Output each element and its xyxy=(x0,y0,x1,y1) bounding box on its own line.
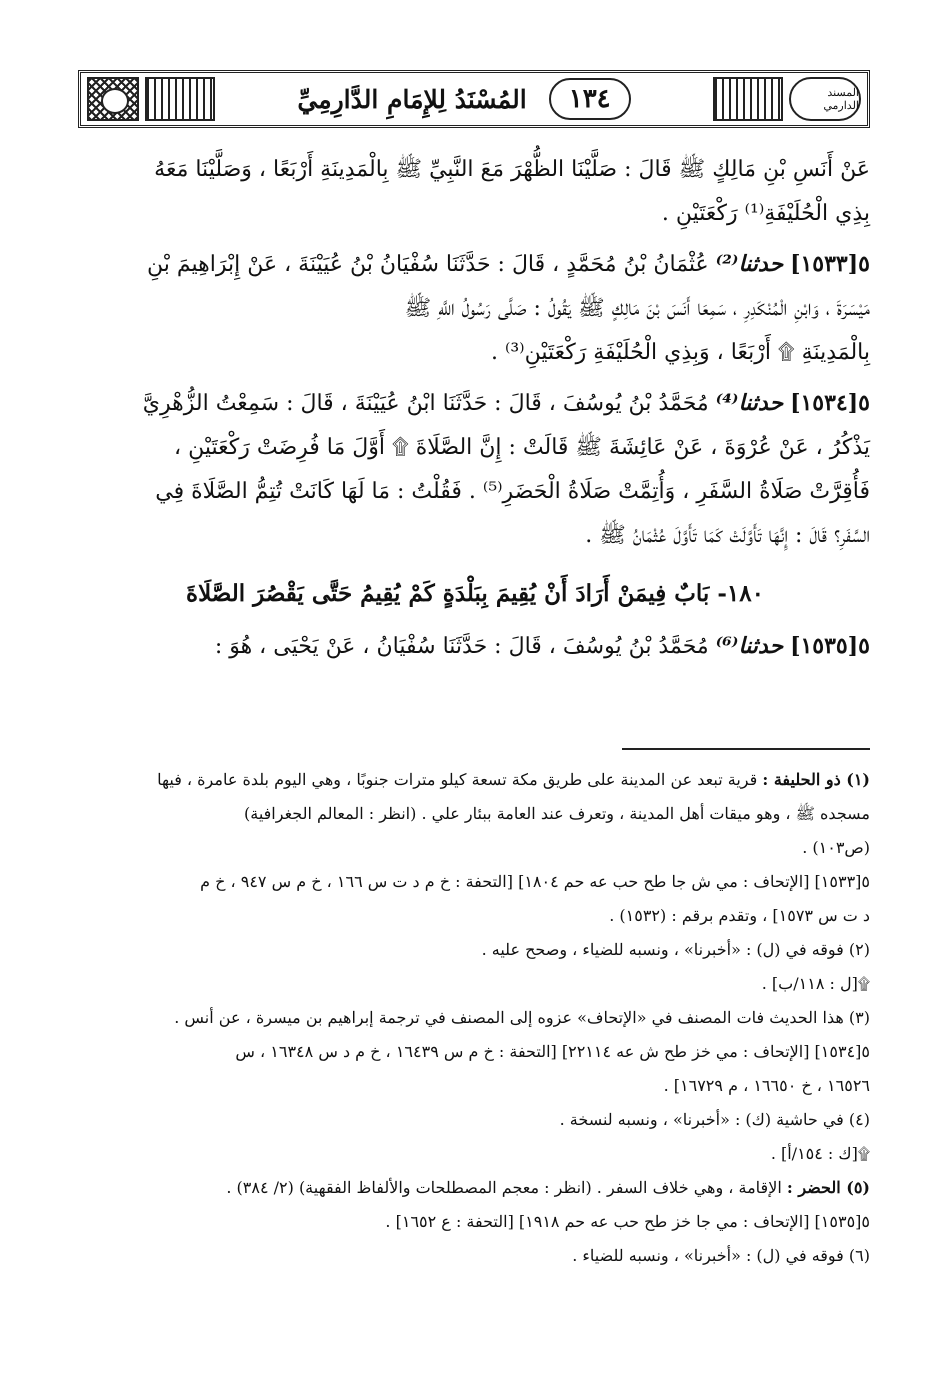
hadith-text: مُحَمَّدُ بْنُ يُوسُفَ ، قَالَ : حَدَّثَنَا سُفْيَانُ ، عَنْ يَحْيَى ، هُوَ : xyxy=(214,634,709,659)
takhrij-line: ١٦٥٢٦ ، خ ١٦٦٥٠ ، م ١٦٧٢٩] . xyxy=(663,1076,870,1095)
hadith-1533 xyxy=(80,242,870,375)
text-line xyxy=(80,624,870,669)
text-line xyxy=(80,381,870,426)
text-line: بِذِي الْحُلَيْفَةِ⁽¹⁾ رَكْعَتَيْنِ . xyxy=(661,201,870,226)
continuation-paragraph xyxy=(80,148,870,236)
footnote-line: (ص١٠٣) . xyxy=(802,838,870,857)
footnote-divider xyxy=(622,748,870,750)
footnote xyxy=(80,764,870,796)
hadith-number: ٥[١٥٣٥] xyxy=(790,633,870,659)
takhrij-line: د ت س ١٥٧٣] ، وتقدم برقم : (١٥٣٢) . xyxy=(609,906,870,925)
text-line: يَذْكُرُ ، عَنْ عُرْوَةَ ، عَنْ عَائِشَةَ ﷺ قَالَتْ : إِنَّ الصَّلَاةَ ۩ أَوَّلَ مَا فُرِضَتْ رَكْعَتَيْنِ ، xyxy=(174,435,870,460)
page-number: ١٣٤ xyxy=(549,78,631,120)
page-header xyxy=(78,70,870,128)
footnote: (٤) في حاشية (ك) : «أخبرنا» ، ونسبه لنسخة . xyxy=(559,1110,870,1129)
text-line: فَأُقِرَّتْ صَلَاةُ السَّفَرِ ، وَأُتِمَّتْ صَلَاةُ الْحَضَرِ⁽⁵⁾ . فَقُلْتُ : مَا لَهَا كَانَتْ تُتِمُّ الصَّلَاةَ فِي xyxy=(155,479,870,504)
text-line: مَيْسَرَةَ ، وَابْنِ الْمُنْكَدِرِ ، سَمِعَا أَنَسَ بْنَ مَالِكٍ ﷺ يَقُولُ : صَلَّى رَسُولُ اللَّهِ ﷺ xyxy=(404,296,870,321)
chapter-heading: ١٨٠- بَابٌ فِيمَنْ أَرَادَ أَنْ يُقِيمَ بِبَلْدَةٍ كَمْ يُقِيمُ حَتَّى يَقْصُرَ الصَّلَاةَ xyxy=(186,580,764,607)
takhrij-line: ٥[١٥٣٤] [الإتحاف : مي خز طح ش عه ٢٢١١٤] [التحفة : خ م س ١٦٤٣٩ ، خ م د س ١٦٣٤٨ ، س xyxy=(235,1042,870,1061)
book-seal-icon: المسند الدارمي xyxy=(789,77,861,121)
text-line: السَّفَرِ؟ قَالَ : إِنَّهَا تَأَوَّلَتْ كَمَا تَأَوَّلَ عُثْمَانُ ﷺ . xyxy=(585,523,870,548)
ornament-band-icon xyxy=(145,77,215,121)
footnote xyxy=(80,1172,870,1204)
haddathana: حدثنا⁽⁴⁾ xyxy=(715,390,784,416)
book-title: المُسْنَدُ لِلإِمَامِ الدَّارِمِيِّ xyxy=(297,84,527,114)
footnote-text: قرية تبعد عن المدينة على طريق مكة تسعة كيلو مترات جنوبًا ، وهي اليوم بلدة عامرة ، فيها xyxy=(157,770,758,789)
header-left-ornaments xyxy=(87,77,215,121)
haddathana: حدثنا⁽⁶⁾ xyxy=(715,633,784,659)
ornament-band-icon xyxy=(713,77,783,121)
footnote-term: (٥) الحضر : xyxy=(786,1178,870,1197)
footnote: (٢) فوقه في (ل) : «أخبرنا» ، ونسبه للضياء ، وصحح عليه . xyxy=(481,940,870,959)
hadith-1535 xyxy=(80,624,870,669)
hadith-1534 xyxy=(80,381,870,558)
hadith-number: ٥[١٥٣٤] xyxy=(790,390,870,416)
hadith-text: عُثْمَانُ بْنُ مُحَمَّدٍ ، قَالَ : حَدَّثَنَا سُفْيَانُ بْنُ عُيَيْنَةَ ، عَنْ إِبْرَاهِيمَ بْنِ xyxy=(147,252,709,277)
footnote: (٣) هذا الحديث فات المصنف في «الإتحاف» عزوه إلى المصنف في ترجمة إبراهيم بن ميسرة ، عن أنس . xyxy=(174,1008,870,1027)
hadith-text: مُحَمَّدُ بْنُ يُوسُفَ ، قَالَ : حَدَّثَنَا ابْنُ عُيَيْنَةَ ، قَالَ : سَمِعْتُ الزُّهْرِيَّ xyxy=(142,391,709,416)
haddathana: حدثنا⁽²⁾ xyxy=(715,251,784,277)
main-text xyxy=(80,148,870,675)
manuscript-ref: ۩[ل : ١١٨/ب] . xyxy=(761,974,870,993)
footnote-term: (١) ذو الحليفة : xyxy=(762,770,870,789)
text-line xyxy=(80,242,870,287)
takhrij-line: ٥[١٥٣٣] [الإتحاف : مي ش جا طح حب عه حم ١٨٠٤] [التحفة : خ م د ت س ١٦٦ ، خ م س ٩٤٧ ، خ م xyxy=(200,872,870,891)
footnote-line: مسجده ﷺ ، وهو ميقات أهل المدينة ، وتعرف عند العامة ببئار علي . (انظر : المعالم الجغرافية) xyxy=(244,804,870,823)
manuscript-ref: ۩[ك : ١٥٤/أ] . xyxy=(770,1144,870,1163)
footnote: (٦) فوقه في (ل) : «أخبرنا» ، ونسبه للضياء . xyxy=(572,1246,870,1265)
footnote-text: الإقامة ، وهي خلاف السفر . (انظر : معجم المصطلحات والألفاظ الفقهية) (٢/ ٣٨٤) . xyxy=(226,1178,782,1197)
header-center xyxy=(215,78,713,120)
footnotes xyxy=(80,764,870,1274)
header-right-ornaments xyxy=(713,77,861,121)
text-line: بِالْمَدِينَةِ ۩ أَرْبَعًا ، وَبِذِي الْحُلَيْفَةِ رَكْعَتَيْنِ⁽³⁾ . xyxy=(490,340,870,365)
hadith-number: ٥[١٥٣٣] xyxy=(790,251,870,277)
text-line: عَنْ أَنَسِ بْنِ مَالِكٍ ﷺ قَالَ : صَلَّيْنَا الظُّهْرَ مَعَ النَّبِيِّ ﷺ بِالْمَدِينَةِ أَرْبَعًا ، وَصَلَّيْنَا مَعَهُ xyxy=(154,157,870,182)
ornament-icon xyxy=(87,77,139,121)
takhrij-line: ٥[١٥٣٥] [الإتحاف : مي جا خز طح حب عه حم ١٩١٨] [التحفة : ع ١٦٥٢] . xyxy=(385,1212,870,1231)
